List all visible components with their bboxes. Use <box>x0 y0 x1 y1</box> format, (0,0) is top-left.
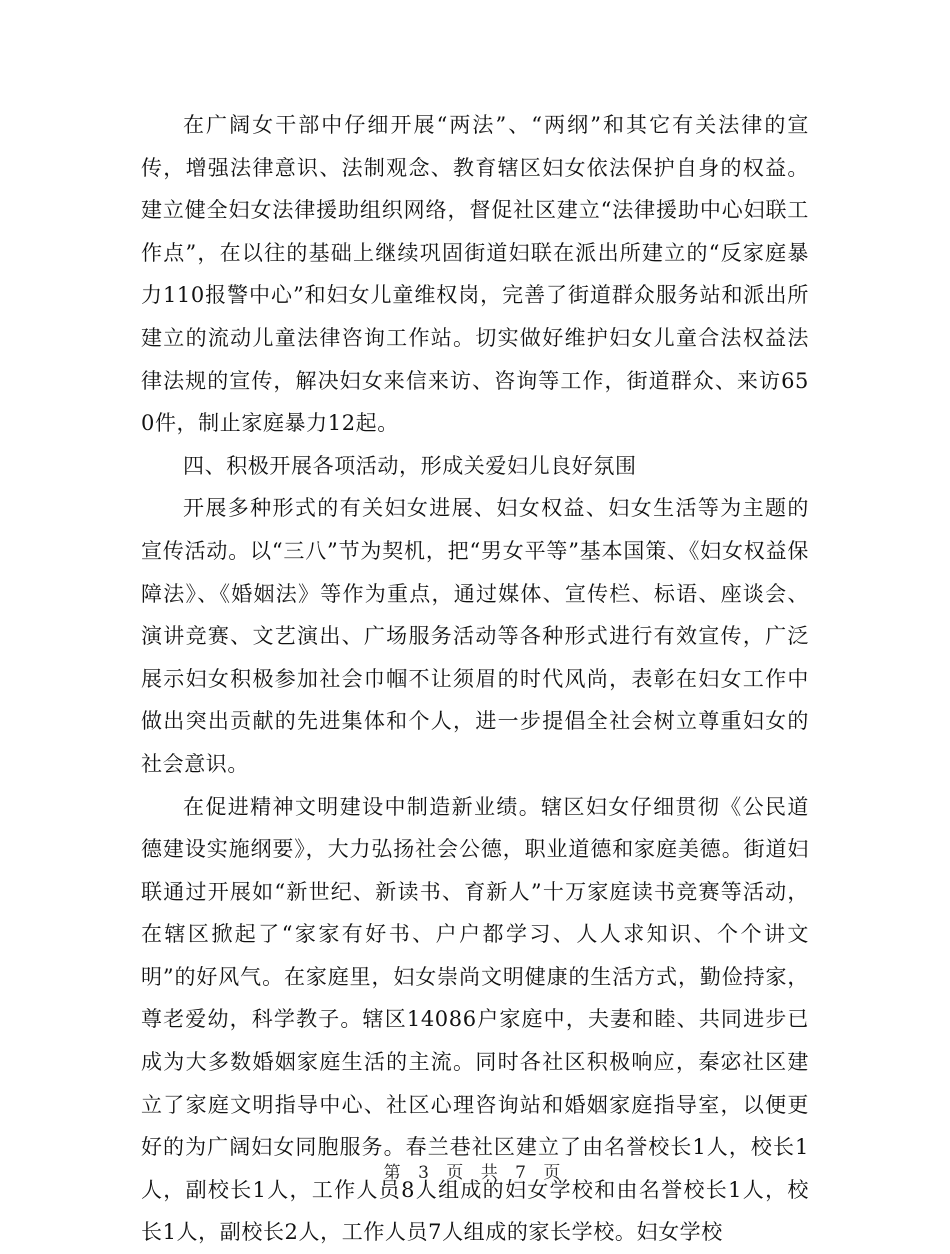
paragraph-spiritual-civilization: 在促进精神文明建设中制造新业绩。辖区妇女仔细贯彻《公民道德建设实施纲要》，大力弘扬社会公德，职业道德和家庭美德。街道妇联通过开展如“新世纪、新读书、育新人”十万家庭读书竞赛等活动，在辖区掀起了“家家有好书、户户都学习、人人求知识、个个讲文明”的好风气。在家庭里，妇女崇尚文明健康的生活方式，勤俭持家，尊老爱幼，科学教子。辖区14086户家庭中，夫妻和睦、共同进步已成为大多数婚姻家庭生活的主流。同时各社区积极响应，秦宓社区建立了家庭文明指导中心、社区心理咨询站和婚姻家庭指导室，以便更好的为广阔妇女同胞服务。春兰巷社区建立了由名誉校长1人，校长1人，副校长1人，工作人员8人组成的妇女学校和由名誉校长1人，校长1人，副校长2人，工作人员7人组成的家长学校。妇女学校 <box>141 786 809 1254</box>
document-body <box>141 104 809 1254</box>
paragraph-legal-publicity: 在广阔女干部中仔细开展“两法”、“两纲”和其它有关法律的宣传，增强法律意识、法制观念、教育辖区妇女依法保护自身的权益。建立健全妇女法律援助组织网络，督促社区建立“法律援助中心妇联工作点”，在以往的基础上继续巩固街道妇联在派出所建立的“反家庭暴力110报警中心”和妇女儿童维权岗，完善了街道群众服务站和派出所建立的流动儿童法律咨询工作站。切实做好维护妇女儿童合法权益法律法规的宣传，解决妇女来信来访、咨询等工作，街道群众、来访650件，制止家庭暴力12起。 <box>141 104 809 445</box>
page-number-footer: 第 3 页 共 7 页 <box>0 1158 950 1183</box>
paragraph-publicity-activities: 开展多种形式的有关妇女进展、妇女权益、妇女生活等为主题的宣传活动。以“三八”节为契机，把“男女平等”基本国策、《妇女权益保障法》、《婚姻法》等作为重点，通过媒体、宣传栏、标语、座谈会、演讲竞赛、文艺演出、广场服务活动等各种形式进行有效宣传，广泛展示妇女积极参加社会巾帼不让须眉的时代风尚，表彰在妇女工作中做出突出贡献的先进集体和个人，进一步提倡全社会树立尊重妇女的社会意识。 <box>141 487 809 785</box>
section-heading-activities: 四、积极开展各项活动，形成关爱妇儿良好氛围 <box>141 445 809 488</box>
